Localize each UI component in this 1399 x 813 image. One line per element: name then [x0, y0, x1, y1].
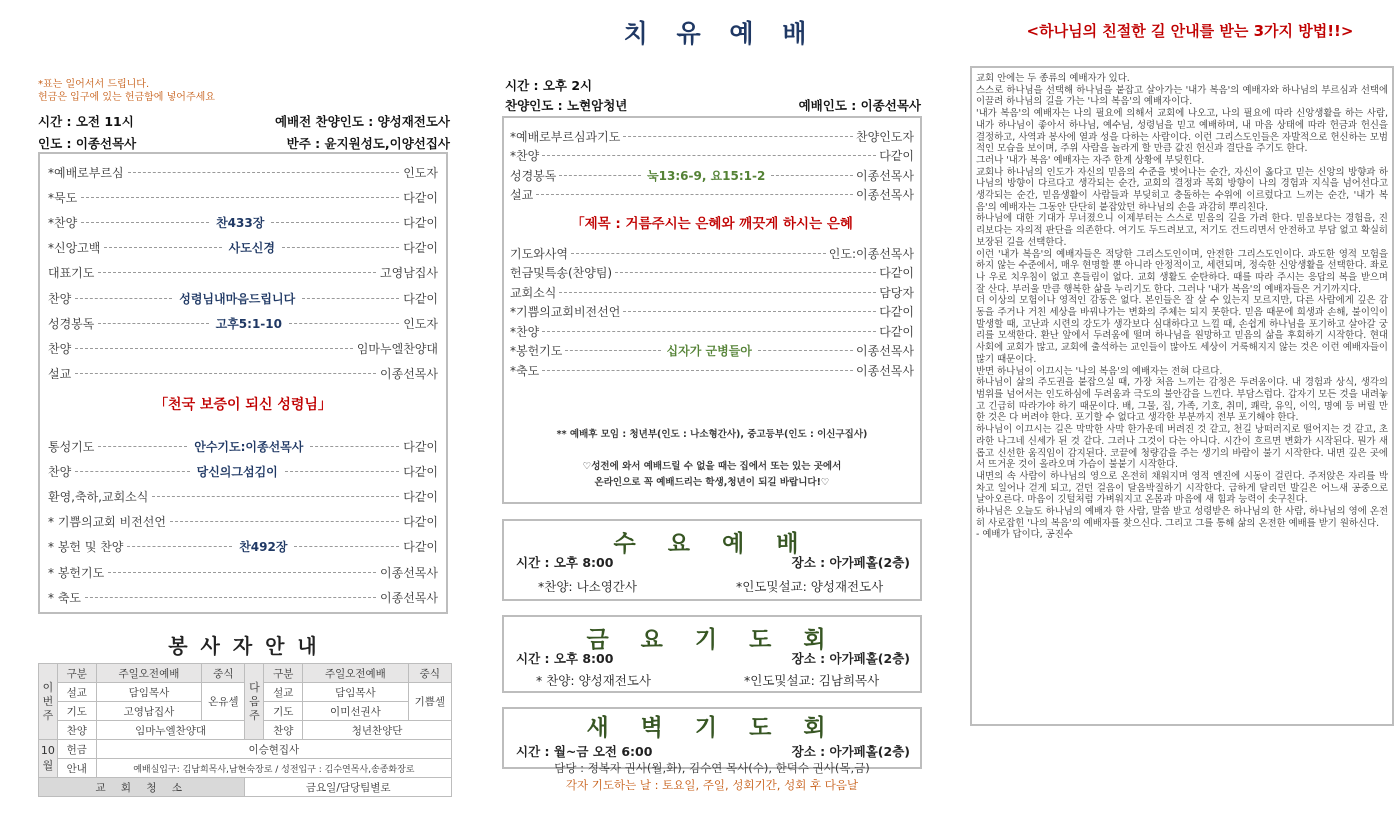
healing-order-row — [510, 342, 914, 360]
sunday-order-label: 성경봉독 — [48, 316, 95, 331]
sunday-order-detail: 찬433장 — [213, 214, 267, 231]
healing-order-label: 기도와사역 — [510, 246, 568, 261]
healing-order-person: 이종선목사 — [856, 188, 914, 202]
sunday-order-label: * 기쁨의교회 비전선언 — [48, 515, 166, 530]
sunday-order-row — [48, 562, 438, 582]
essay-paragraph: 교회나 하나님의 인도가 자신의 믿음의 수준을 벗어나는 순간, 자신이 옳다고 믿는 신앙의 방향과 하나님의 방향이 다르다고 생각되는 순간, 교회의 결정과 목회 방향이 나의 경험과 지식을 넘어선다고 생각되는 순간, 믿음생활이 사람들과 부딪히고 충돌하는 수위에 이르렀다고 느끼는 순간, '내가 복음'의 예배자는 그동안 단단히 붙잡았던 하나님의 손을 과감히 뿌리친다. — [976, 166, 1388, 213]
healing-order-row — [510, 264, 914, 282]
note-line-1: *표는 일어서서 드립니다. — [38, 79, 150, 90]
healing-order-person: 다같이 — [879, 305, 914, 319]
sunday-order-row — [48, 537, 438, 557]
tw-person: 담임목사 — [96, 683, 201, 702]
healing-order-label: *예배로부르심과기도 — [510, 129, 621, 144]
sunday-order-row — [48, 288, 438, 308]
essay-paragraph: 하나님이 이끄시는 길은 막막한 사막 한가운데 버려진 것 같고, 천길 낭떠러지로 떨어지는 것 같고, 초라한 나그네 신세가 된 것 같다. 그러나 그것이 다는 아니다. 시간이 흐르면 변화가 시작된다. 뭔가 새롭고 신선한 움직임이 감지된다. 코끝에 청량감을 주는 생기의 바람이 불기 시작한다. 내면 깊은 곳에서 뜨거운 것이 올라오며 가슴이 불붙기 시작한다. — [976, 424, 1388, 471]
sunday-time: 시간 : 오전 11시 — [38, 114, 134, 129]
dotted-leader — [571, 253, 826, 254]
dotted-leader — [536, 194, 853, 195]
essay-paragraph: 더 이상의 모험이나 영적인 감동은 없다. 본인들은 잘 살 수 있는지 모르지만, 다른 사람에게 깊은 감동을 주거나 거친 세상을 바꿔나가는 변화의 주체는 되지 못한다. 믿음 때문에 희생과 손해, 불이익이 발생할 때, 고난과 시련의 강도가 생각보다 심대하다고 느낄 때, 손쉽게 하나님을 포기하고 살아갈 궁리를 모색한다. 환난 앞에서 두려움에 떨며 하나님을 원망하고 믿음의 삶을 후회하기 시작한다. 현대 사회에 교회가 많고, 교회에 출석하는 교인들이 많아도 세상이 거룩해지지 않는 것은 이런 예배자들이 많기 때문이다. — [976, 295, 1388, 365]
healing-order-label: 설교 — [510, 188, 534, 202]
praise-leader: 찬양인도 : 노현암청년 — [505, 98, 628, 113]
essay-paragraph: 교회 안에는 두 종류의 예배자가 있다. — [976, 73, 1130, 84]
dotted-leader — [559, 292, 876, 293]
essay-paragraph: '내가 복음'의 예배자는 나의 필요에 의해서 교회에 나오고, 나의 필요에 따라 신앙생활을 하는 사람, 내가 하나님이 좋아서 하나님, 예수님, 성령님을 믿고 예배하며, 내 마음 상태에 따라 헌금과 헌신을 결정하고, 사역과 봉사에 열과 성을 다하는 사람이다. 이런 그리스도인들은 자발적으로 헌신하는 모범적인 모습을 보이며, 주위 사람을 놀라게 할 만큼 값진 헌신과 결단을 주기도 한다. — [976, 108, 1388, 155]
healing-order-label: 교회소식 — [510, 285, 557, 300]
dotted-leader — [271, 222, 399, 223]
sunday-order-person: 다같이 — [403, 489, 438, 504]
friday-title: 금 요 기 도 회 — [586, 627, 838, 653]
dotted-leader — [294, 546, 399, 547]
healing-order-person: 다같이 — [879, 149, 914, 163]
dotted-leader — [542, 370, 853, 371]
friday-place: 장소 : 아가페홀(2층) — [791, 651, 910, 666]
sunday-leader: 인도 : 이종선목사 — [38, 136, 137, 151]
essay-paragraph: 그러나 '내가 복음' 예배자는 자주 한계 상황에 부딪힌다. — [976, 154, 1205, 166]
healing-order-label: *축도 — [510, 363, 540, 378]
sunday-order-person: 다같이 — [403, 540, 439, 555]
wednesday-box — [502, 519, 922, 601]
after-worship-note: ** 예배후 모임 : 청년부(인도 : 나소형간사), 중고등부(인도 : 이신구집사) — [556, 429, 868, 440]
closing-line-2: 온라인으로 꼭 예배드리는 학생,청년이 되길 바랍니다!♡ — [594, 477, 830, 488]
essay-paragraph: - 예배가 답이다, 공진수 — [976, 529, 1073, 541]
healing-order-label: *찬양 — [510, 149, 540, 163]
servers-table — [38, 663, 452, 797]
dotted-leader — [758, 350, 853, 351]
nw-role: 찬양 — [264, 721, 303, 740]
dotted-leader — [152, 496, 399, 497]
pre-worship-praise: 예배전 찬양인도 : 양성재전도사 — [274, 114, 450, 129]
guide-label: 안내 — [57, 759, 96, 778]
col-sunday: 주일오전예배 — [96, 664, 201, 683]
col-lunch: 중식 — [202, 664, 245, 683]
sunday-order-person: 다같이 — [403, 241, 438, 256]
sunday-order-row — [48, 212, 438, 232]
nw-person: 이미선권사 — [303, 702, 408, 721]
sunday-order-person: 고영남집사 — [380, 266, 438, 281]
healing-order-label: *봉헌기도 — [510, 344, 563, 358]
note-line-2: 헌금은 입구에 있는 헌금함에 넣어주세요 — [38, 92, 215, 103]
dotted-leader — [302, 298, 399, 299]
sunday-order-row — [48, 263, 438, 283]
sunday-order-person: 인도자 — [403, 316, 438, 331]
dawn-own-days: 각자 기도하는 날 : 토요일, 주일, 성회기간, 성회 후 다음날 — [565, 778, 859, 792]
sunday-order-label: *묵도 — [48, 190, 78, 205]
sunday-order-label: 찬양 — [48, 464, 72, 479]
nw-role: 설교 — [264, 683, 303, 702]
dotted-leader — [623, 136, 853, 137]
healing-order-detail: 눅13:6-9, 요15:1-2 — [647, 168, 766, 183]
essay-paragraph: 하나님이 삶의 주도권을 붙잡으실 때, 가장 처음 느끼는 감정은 두려움이다. 내 경험과 상식, 생각의 범위를 넘어서는 인도하심에 두려움과 극도의 불안감을 느낀다. 부담스럽다. 갑자기 모든 것을 내려놓고 긴급히 따라가야 하기 때문이다. 배, 그물, 집, 가족, 기호, 취미, 쾌락, 유익, 이익, 명예 등 버릴 만한 것은 다 버려야 한다. 포기할 수 없다고 생각한 부분까지 전부 포기해야 한다. — [976, 377, 1388, 424]
healing-order-label: *기쁨의교회비전선언 — [510, 305, 621, 319]
healing-order-person: 다같이 — [879, 266, 914, 280]
sunday-order-detail: 당신의그섬김이 — [194, 463, 281, 480]
standing-note — [38, 78, 215, 104]
sunday-order-person: 이종선목사 — [380, 590, 438, 605]
sunday-order-detail: 성령님내마음드립니다 — [176, 290, 298, 307]
healing-order-row — [510, 244, 914, 262]
sunday-order-row — [48, 162, 438, 182]
sunday-order-detail: 찬492장 — [236, 538, 290, 555]
closing-line-1: ♡성전에 와서 예배드릴 수 없을 때는 집에서 또는 있는 곳에서 — [582, 461, 842, 472]
essay-paragraph: 스스로 하나님을 선택해 하나님을 붙잡고 살아가는 '내가 복음'의 예배자와 하나님의 부르심과 선택에 이끌려 하나님의 길을 가는 '나의 복음'의 예배자이다. — [976, 84, 1388, 108]
sunday-order-person: 임마누엘찬양대 — [356, 341, 438, 356]
dotted-leader — [170, 521, 399, 522]
guide-value: 예배실입구: 김남희목사,남현숙장로 / 성전입구 : 김수연목사,송종화장로 — [96, 759, 451, 778]
sunday-order-row — [48, 461, 438, 481]
healing-order-person: 인도:이종선목사 — [828, 246, 914, 261]
sunday-order-person: 다같이 — [403, 291, 439, 306]
dotted-leader — [615, 272, 876, 273]
healing-order-row — [510, 322, 914, 340]
sunday-order-row — [48, 364, 438, 384]
col-lunch-2: 중식 — [408, 664, 451, 683]
healing-time: 시간 : 오후 2시 — [505, 78, 593, 93]
dotted-leader — [127, 546, 232, 547]
healing-order-label: 헌금및특송(찬양팀) — [510, 266, 613, 280]
healing-order-row — [510, 361, 914, 379]
nw-person: 청년찬양단 — [303, 721, 452, 740]
col-sunday-2: 주일오전예배 — [303, 664, 408, 683]
sunday-order-row — [48, 436, 438, 456]
healing-order-person: 담당자 — [879, 285, 914, 300]
dotted-leader — [285, 471, 399, 472]
dotted-leader — [128, 172, 400, 173]
dotted-leader — [559, 175, 641, 176]
offering-label: 헌금 — [57, 740, 96, 759]
sunday-sermon-title: 「천국 보증이 되신 성령님」 — [154, 397, 332, 413]
sunday-order-label: 환영,축하,교회소식 — [48, 489, 149, 504]
dotted-leader — [75, 298, 172, 299]
sunday-order-detail: 고후5:1-10 — [213, 315, 285, 332]
sunday-order-person: 다같이 — [403, 215, 439, 230]
essay-paragraph: 이런 '내가 복음'의 예배자들은 적당한 그리스도인이며, 안전한 그리스도인이다. 과도한 영적 모험을 하지 않는 수준에서, 매우 현명할 뿐 아니라 안정적이고, 세련되며, 정숙한 신앙생활을 선택한다. 좌로나 우로 치우침이 없고 흔들림이 없다. 교회 생활도 순탄하다. 때를 따라 주시는 응답의 복을 받으며 잘 산다. 부러울 만큼 행복한 삶을 누리기도 한다. 그러나 '내가 복음'의 예배자들은 거기까지다. — [976, 248, 1388, 295]
sunday-order-label: 대표기도 — [48, 266, 95, 281]
healing-sermon-title: 「제목 : 거름주시는 은혜와 깨끗게 하시는 은혜 — [571, 216, 853, 232]
dotted-leader — [542, 331, 876, 332]
dotted-leader — [282, 247, 399, 248]
dotted-leader — [310, 446, 399, 447]
dotted-leader — [104, 247, 221, 248]
sunday-order-person: 이종선목사 — [380, 565, 438, 580]
sunday-order-label: 통성기도 — [48, 439, 95, 454]
dotted-leader — [623, 311, 876, 312]
healing-order-label: *찬양 — [510, 324, 540, 339]
sunday-order-label: *예배로부르심 — [48, 165, 124, 180]
essay-paragraph: 반면 하나님이 이끄시는 '나의 복음'의 예배자는 전혀 다르다. — [976, 365, 1223, 377]
tw-person: 고영남집사 — [96, 702, 201, 721]
sunday-order-label: *찬양 — [48, 215, 78, 230]
dawn-place: 장소 : 아가페홀(2층) — [791, 744, 910, 759]
offering-value: 이승현집사 — [96, 740, 451, 759]
dotted-leader — [98, 272, 376, 273]
healing-order-box — [502, 116, 922, 504]
sunday-order-detail: 안수기도:이종선목사 — [191, 438, 306, 455]
essay-paragraph: 하나님에 대한 기대가 무너졌으니 이제부터는 스스로 믿음의 길을 가려 한다. 믿음보다는 경험을, 진리보다는 자의적 판단을 의존한다. 여기도 두드려보고, 저기도 건드리면서 안전하고 부담 없고 확실히 보장된 길을 선택한다. — [976, 213, 1388, 248]
tw-lunch: 온유셀 — [202, 683, 245, 721]
friday-box — [502, 615, 922, 693]
dawn-title: 새 벽 기 도 회 — [586, 715, 838, 741]
cleaning-value: 금요일/담당팀별로 — [245, 778, 452, 797]
healing-order-person: 다같이 — [879, 324, 914, 339]
sunday-order-person: 다같이 — [403, 190, 438, 205]
essay-paragraph: 내면의 속 사람이 하나님의 영으로 온전히 채워지며 영적 엔진에 시동이 걸린다. 주저앉은 자리를 박차고 일어나 걷게 되고, 걷던 걸음이 달음박질하기 시작한다. 급하게 달리던 발길은 어느새 공중으로 날아오른다. 마음이 깃털처럼 가벼워지고 온몸과 마음에 새 힘과 능력이 솟구친다. — [976, 470, 1388, 506]
dotted-leader — [81, 222, 209, 223]
sunday-order-row — [48, 338, 438, 358]
healing-order-row — [510, 186, 914, 204]
sunday-order-person: 다같이 — [403, 439, 439, 454]
cleaning-label: 교 회 청 소 — [39, 778, 245, 797]
friday-time: 시간 : 오후 8:00 — [516, 651, 614, 666]
friday-praise: * 찬양: 양성재전도사 — [536, 673, 652, 688]
tw-role: 찬양 — [57, 721, 96, 740]
sunday-order-label: *신앙고백 — [48, 241, 101, 256]
wednesday-time: 시간 : 오후 8:00 — [516, 555, 614, 570]
healing-order-row — [510, 147, 914, 165]
tw-role: 기도 — [57, 702, 96, 721]
sunday-order-person: 다같이 — [403, 464, 438, 479]
dotted-leader — [75, 471, 189, 472]
healing-order-person: 이종선목사 — [856, 344, 915, 358]
sunday-order-box — [38, 152, 448, 614]
healing-worship-title: 치 유 예 배 — [623, 19, 817, 48]
sunday-order-detail: 사도신경 — [226, 239, 278, 256]
friday-lead: *인도및설교: 김남희목사 — [744, 673, 880, 688]
sunday-order-row — [48, 187, 438, 207]
dotted-leader — [85, 597, 376, 598]
essay-paragraph: 하나님은 오늘도 하나님의 예배자 한 사람, 말씀 받고 성령받은 하나님의 한 사람, 하나님의 영에 온전히 사로잡힌 '나의 복음'의 예배자를 찾으신다. 그리고 그를 통해 삶의 온전한 예배를 받기 원하신다. — [976, 506, 1388, 529]
wednesday-title: 수 요 예 배 — [613, 531, 811, 557]
healing-order-person: 찬양인도자 — [856, 129, 914, 144]
sunday-order-row — [48, 486, 438, 506]
healing-order-label: 성경봉독 — [510, 168, 557, 183]
healing-order-detail: 십자가 군병들아 — [666, 344, 752, 358]
dotted-leader — [98, 323, 208, 324]
sunday-order-label: 찬양 — [48, 291, 72, 306]
nw-person: 담임목사 — [303, 683, 408, 702]
sunday-order-row — [48, 587, 438, 607]
tw-role: 설교 — [57, 683, 96, 702]
healing-order-row — [510, 166, 914, 184]
healing-order-row — [510, 283, 914, 301]
wednesday-place: 장소 : 아가페홀(2층) — [791, 555, 910, 570]
col-gubun: 구분 — [57, 664, 96, 683]
servers-title: 봉 사 자 안 내 — [168, 634, 320, 658]
dotted-leader — [98, 446, 187, 447]
healing-order-row — [510, 127, 914, 145]
col-gubun-2: 구분 — [264, 664, 303, 683]
dotted-leader — [108, 572, 376, 573]
this-week-label: 이 번 주 — [39, 664, 58, 740]
accompanist: 반주 : 윤지원성도,이양선집사 — [286, 136, 450, 151]
dotted-leader — [75, 373, 376, 374]
sunday-order-label: * 축도 — [48, 590, 81, 605]
sunday-order-row — [48, 313, 438, 333]
nw-lunch: 기쁨셀 — [408, 683, 451, 721]
dotted-leader — [771, 175, 853, 176]
sunday-order-person: 다같이 — [403, 515, 438, 530]
tw-person: 임마누엘찬양대 — [96, 721, 245, 740]
dotted-leader — [81, 197, 399, 198]
next-week-label: 다 음 주 — [245, 664, 264, 740]
healing-order-person: 이종선목사 — [856, 168, 914, 183]
healing-order-row — [510, 303, 914, 321]
wednesday-praise: *찬양: 나소영간사 — [538, 579, 637, 594]
dawn-time: 시간 : 월~금 오전 6:00 — [516, 744, 653, 759]
dotted-leader — [542, 155, 876, 156]
healing-order-person: 이종선목사 — [856, 363, 914, 378]
dawn-staff: 담당 : 정복자 권사(월,화), 김수연 목사(수), 한덕수 권사(목,금) — [554, 761, 870, 775]
dotted-leader — [289, 323, 399, 324]
month-label: 10월 — [39, 740, 58, 778]
sunday-order-row — [48, 512, 438, 532]
dotted-leader — [565, 350, 660, 351]
sunday-order-label: * 봉헌기도 — [48, 565, 105, 580]
wednesday-lead: *인도및설교: 양성재전도사 — [736, 579, 884, 594]
essay-title: <하나님의 친절한 길 안내를 받는 3가지 방법!!> — [1026, 22, 1354, 40]
nw-role: 기도 — [264, 702, 303, 721]
sunday-order-label: 설교 — [48, 367, 72, 382]
worship-leader: 예배인도 : 이종선목사 — [798, 98, 921, 113]
sunday-order-person: 인도자 — [403, 165, 438, 180]
sunday-order-label: 찬양 — [48, 341, 72, 356]
dotted-leader — [75, 348, 353, 349]
sunday-order-person: 이종선목사 — [380, 367, 438, 382]
essay-box — [970, 66, 1394, 726]
sunday-order-label: * 봉헌 및 찬양 — [48, 540, 124, 555]
sunday-order-row — [48, 238, 438, 258]
